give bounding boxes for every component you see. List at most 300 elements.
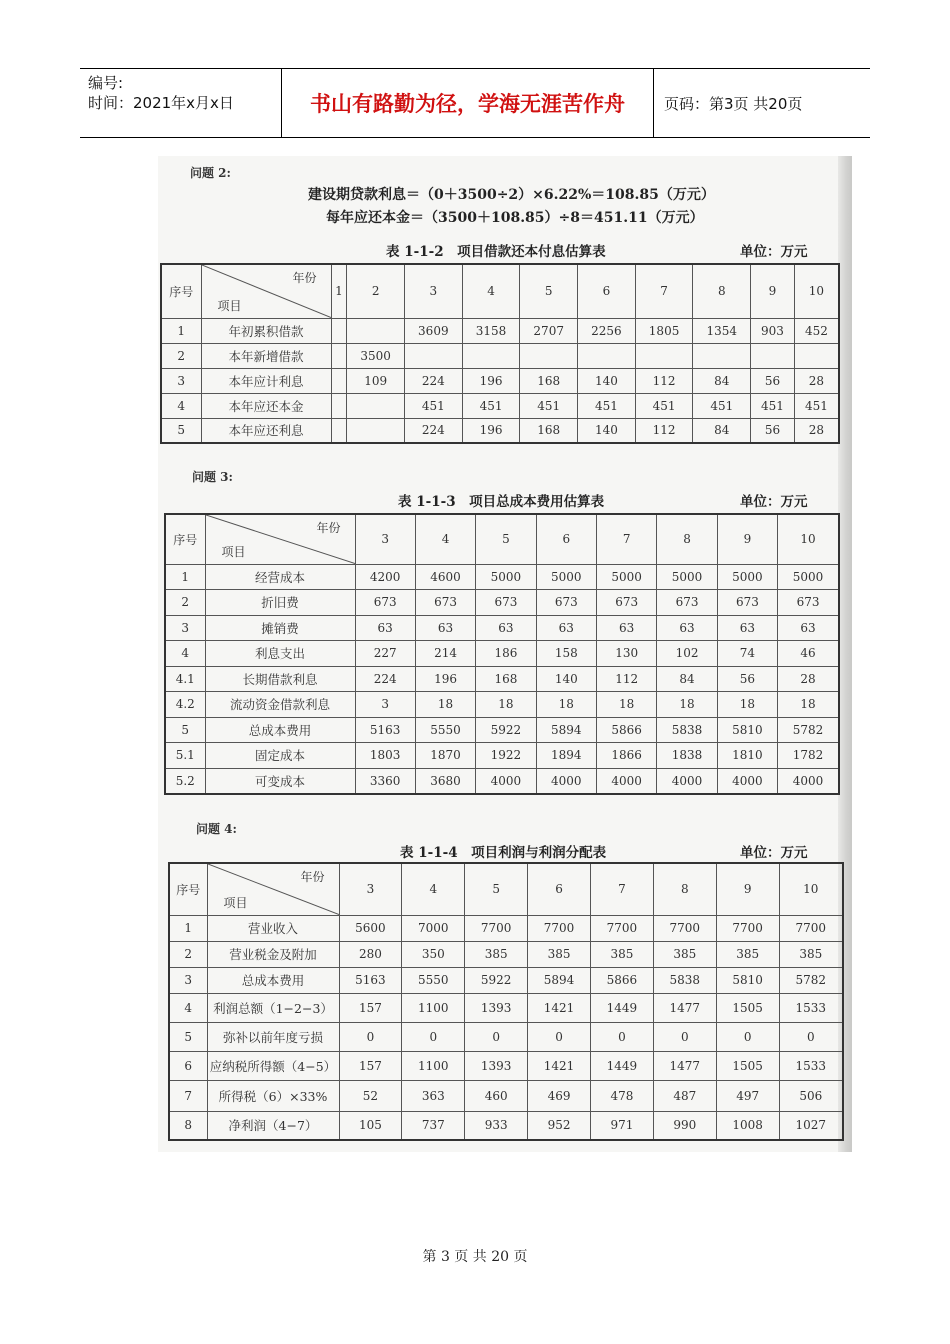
row-item: 营业税金及附加	[207, 941, 339, 967]
serial-label: 编号:	[88, 74, 124, 92]
table-cell: 1533	[779, 1051, 843, 1080]
table-cell	[794, 343, 839, 368]
table-cell: 168	[520, 418, 578, 443]
table-cell: 186	[476, 641, 536, 667]
table-cell: 3500	[347, 343, 405, 368]
formula-loan-interest: 建设期贷款利息＝（0＋3500÷2）×6.22%＝108.85（万元）	[308, 187, 715, 203]
table-cell	[331, 418, 347, 443]
table-cell: 3680	[415, 768, 475, 794]
table-cell: 63	[597, 615, 657, 641]
row-number: 4.1	[165, 666, 205, 692]
question-3-label: 问题 3:	[192, 470, 233, 484]
table-cell	[693, 343, 751, 368]
row-number: 2	[165, 590, 205, 616]
table-cell: 4200	[355, 564, 415, 590]
table-cell: 1922	[476, 743, 536, 769]
table-cell: 7700	[528, 915, 591, 941]
table-cell: 487	[653, 1080, 716, 1111]
row-item: 固定成本	[205, 743, 355, 769]
year-col-header: 5	[476, 514, 536, 564]
table-cell: 1008	[716, 1111, 779, 1140]
table-cell: 451	[751, 393, 795, 418]
table-cell: 350	[402, 941, 465, 967]
year-col-header: 4	[402, 863, 465, 915]
year-col-header: 7	[635, 264, 693, 318]
row-number: 5	[161, 418, 201, 443]
row-item: 折旧费	[205, 590, 355, 616]
year-col-header: 3	[339, 863, 402, 915]
year-header: 年份	[300, 870, 325, 884]
table-cell: 990	[653, 1111, 716, 1140]
table-cell	[635, 343, 693, 368]
table-cell: 52	[339, 1080, 402, 1111]
table-cell: 5838	[657, 717, 717, 743]
table-cell: 673	[476, 590, 536, 616]
table-cell: 224	[404, 418, 462, 443]
table-cell: 5000	[476, 564, 536, 590]
table-row	[165, 615, 839, 641]
table-cell: 385	[716, 941, 779, 967]
table-cell: 451	[578, 393, 636, 418]
year-col-header: 7	[597, 514, 657, 564]
table-cell: 2707	[520, 318, 578, 343]
table-cell: 1505	[716, 993, 779, 1022]
table-cell: 63	[657, 615, 717, 641]
table-cell: 112	[635, 368, 693, 393]
table-cell	[347, 418, 405, 443]
diagonal-header	[207, 863, 339, 915]
table-cell: 63	[778, 615, 839, 641]
row-number: 3	[161, 368, 201, 393]
year-col-header: 6	[578, 264, 636, 318]
table-cell: 903	[751, 318, 795, 343]
table-cell: 5782	[779, 967, 843, 993]
year-col-header: 6	[528, 863, 591, 915]
year-header: 年份	[292, 271, 317, 285]
row-item: 摊销费	[205, 615, 355, 641]
table-cell: 0	[465, 1022, 528, 1051]
table-cell: 1100	[402, 993, 465, 1022]
table-cell	[331, 318, 347, 343]
table-cell: 469	[528, 1080, 591, 1111]
table-cell: 224	[355, 666, 415, 692]
year-col-header: 3	[355, 514, 415, 564]
table-cell: 5000	[597, 564, 657, 590]
table-cell: 5550	[415, 717, 475, 743]
table-cell: 112	[635, 418, 693, 443]
table-row	[165, 590, 839, 616]
table-cell: 84	[693, 418, 751, 443]
year-col-header: 7	[591, 863, 654, 915]
table-cell: 5163	[339, 967, 402, 993]
year-col-header: 6	[536, 514, 596, 564]
table-cell: 112	[597, 666, 657, 692]
table-cell: 1866	[597, 743, 657, 769]
table-cell: 4000	[778, 768, 839, 794]
table-row	[165, 641, 839, 667]
table-cell: 1421	[528, 1051, 591, 1080]
table-cell: 5550	[402, 967, 465, 993]
table-cell: 673	[657, 590, 717, 616]
table-cell: 4000	[657, 768, 717, 794]
table-row	[165, 692, 839, 718]
table-cell: 1354	[693, 318, 751, 343]
row-number: 5.1	[165, 743, 205, 769]
year-col-header: 9	[717, 514, 777, 564]
year-col-header: 8	[653, 863, 716, 915]
row-number: 2	[161, 343, 201, 368]
table-cell: 7000	[402, 915, 465, 941]
year-col-header: 10	[778, 514, 839, 564]
table-row	[165, 743, 839, 769]
row-item: 净利润（4−7）	[207, 1111, 339, 1140]
row-item: 本年应还利息	[201, 418, 331, 443]
formula-annual-principal: 每年应还本金＝（3500＋108.85）÷8＝451.11（万元）	[326, 210, 704, 226]
table-cell: 224	[404, 368, 462, 393]
table-cell: 109	[347, 368, 405, 393]
table-row	[161, 318, 839, 343]
table-cell: 5000	[536, 564, 596, 590]
row-item: 营业收入	[207, 915, 339, 941]
header-meta	[80, 69, 282, 137]
year-col-header: 2	[347, 264, 405, 318]
table-cell: 5810	[717, 717, 777, 743]
table-cell	[462, 343, 520, 368]
table-cell: 506	[779, 1080, 843, 1111]
table-cell: 56	[751, 368, 795, 393]
question-4-label: 问题 4:	[196, 822, 237, 836]
table-cell: 1449	[591, 993, 654, 1022]
diagonal-header	[205, 514, 355, 564]
table-cell: 1533	[779, 993, 843, 1022]
year-col-header: 4	[415, 514, 475, 564]
item-header: 项目	[223, 895, 248, 910]
table-cell: 451	[635, 393, 693, 418]
header-motto: 书山有路勤为径，学海无涯苦作舟	[282, 69, 654, 137]
table-cell: 1449	[591, 1051, 654, 1080]
table-cell: 56	[717, 666, 777, 692]
table-row	[169, 941, 843, 967]
row-number: 6	[169, 1051, 207, 1080]
row-number: 4	[165, 641, 205, 667]
profit-distribution-table	[168, 862, 844, 1141]
table-cell: 673	[778, 590, 839, 616]
row-item: 本年应还本金	[201, 393, 331, 418]
table-cell: 451	[462, 393, 520, 418]
table-1-1-2-unit: 单位：万元	[740, 244, 808, 260]
table-1-1-4-unit: 单位：万元	[740, 845, 808, 861]
row-item: 应纳税所得额（4−5）	[207, 1051, 339, 1080]
row-item: 年初累积借款	[201, 318, 331, 343]
table-cell: 1894	[536, 743, 596, 769]
table-cell: 5000	[657, 564, 717, 590]
table-cell: 5866	[591, 967, 654, 993]
table-cell: 737	[402, 1111, 465, 1140]
table-cell: 18	[476, 692, 536, 718]
row-item: 总成本费用	[207, 967, 339, 993]
table-cell	[404, 343, 462, 368]
year-col-header: 3	[404, 264, 462, 318]
row-number: 3	[165, 615, 205, 641]
table-row	[169, 993, 843, 1022]
table-cell: 1477	[653, 1051, 716, 1080]
table-row	[165, 768, 839, 794]
table-1-1-4-caption: 表 1-1-4 项目利润与利润分配表	[400, 845, 607, 861]
table-cell: 28	[794, 368, 839, 393]
table-cell: 157	[339, 1051, 402, 1080]
row-number: 1	[169, 915, 207, 941]
table-cell: 140	[536, 666, 596, 692]
no-header: 序号	[165, 514, 205, 564]
loan-repayment-table	[160, 263, 840, 444]
table-cell: 280	[339, 941, 402, 967]
table-cell: 385	[465, 941, 528, 967]
table-cell: 0	[402, 1022, 465, 1051]
row-item: 流动资金借款利息	[205, 692, 355, 718]
table-cell: 4000	[536, 768, 596, 794]
table-row	[161, 418, 839, 443]
row-number: 4	[169, 993, 207, 1022]
table-cell: 1870	[415, 743, 475, 769]
table-cell: 18	[415, 692, 475, 718]
table-cell: 1805	[635, 318, 693, 343]
table-cell: 63	[355, 615, 415, 641]
table-row	[169, 1051, 843, 1080]
table-cell: 1782	[778, 743, 839, 769]
row-number: 4	[161, 393, 201, 418]
table-cell: 105	[339, 1111, 402, 1140]
year-header: 年份	[316, 521, 341, 535]
table-cell: 385	[653, 941, 716, 967]
table-cell: 497	[716, 1080, 779, 1111]
table-cell: 673	[355, 590, 415, 616]
table-cell: 1838	[657, 743, 717, 769]
table-cell: 227	[355, 641, 415, 667]
table-row	[165, 564, 839, 590]
year-col-header: 9	[716, 863, 779, 915]
row-item: 长期借款利息	[205, 666, 355, 692]
table-cell: 3609	[404, 318, 462, 343]
total-cost-table	[164, 513, 840, 795]
table-cell: 1505	[716, 1051, 779, 1080]
table-cell: 130	[597, 641, 657, 667]
table-cell: 168	[520, 368, 578, 393]
row-number: 1	[165, 564, 205, 590]
table-cell: 1803	[355, 743, 415, 769]
table-cell: 168	[476, 666, 536, 692]
table-cell: 63	[415, 615, 475, 641]
table-cell: 7700	[716, 915, 779, 941]
table-cell: 1393	[465, 1051, 528, 1080]
table-cell: 5922	[465, 967, 528, 993]
table-cell: 157	[339, 993, 402, 1022]
table-cell: 1477	[653, 993, 716, 1022]
table-cell: 460	[465, 1080, 528, 1111]
row-number: 4.2	[165, 692, 205, 718]
table-cell: 18	[536, 692, 596, 718]
table-cell	[578, 343, 636, 368]
table-cell: 0	[653, 1022, 716, 1051]
table-cell: 56	[751, 418, 795, 443]
table-cell: 5866	[597, 717, 657, 743]
row-number: 5.2	[165, 768, 205, 794]
table-cell: 673	[415, 590, 475, 616]
year-col-header: 10	[779, 863, 843, 915]
table-cell: 5894	[528, 967, 591, 993]
table-cell: 5000	[717, 564, 777, 590]
table-row	[169, 1022, 843, 1051]
table-cell: 5782	[778, 717, 839, 743]
year-col-header: 1	[331, 264, 347, 318]
table-cell	[520, 343, 578, 368]
table-cell: 952	[528, 1111, 591, 1140]
table-cell: 4000	[597, 768, 657, 794]
table-cell	[347, 393, 405, 418]
table-cell: 102	[657, 641, 717, 667]
table-cell: 18	[657, 692, 717, 718]
table-row	[169, 1111, 843, 1140]
table-cell: 4000	[476, 768, 536, 794]
table-cell: 0	[716, 1022, 779, 1051]
row-number: 5	[165, 717, 205, 743]
table-cell: 196	[462, 368, 520, 393]
year-col-header: 10	[794, 264, 839, 318]
table-cell: 140	[578, 368, 636, 393]
table-cell: 385	[528, 941, 591, 967]
table-cell: 1027	[779, 1111, 843, 1140]
table-row	[169, 1080, 843, 1111]
table-cell: 28	[778, 666, 839, 692]
table-row	[169, 967, 843, 993]
table-cell: 214	[415, 641, 475, 667]
table-cell: 63	[536, 615, 596, 641]
table-cell: 1393	[465, 993, 528, 1022]
table-cell: 18	[597, 692, 657, 718]
table-cell: 5600	[339, 915, 402, 941]
table-cell: 63	[476, 615, 536, 641]
table-cell: 3360	[355, 768, 415, 794]
table-cell: 5000	[778, 564, 839, 590]
table-cell: 451	[404, 393, 462, 418]
table-cell: 0	[779, 1022, 843, 1051]
table-row	[165, 666, 839, 692]
row-item: 利润总额（1−2−3）	[207, 993, 339, 1022]
table-cell: 84	[657, 666, 717, 692]
table-cell: 673	[536, 590, 596, 616]
table-1-1-2-caption: 表 1-1-2 项目借款还本付息估算表	[386, 244, 606, 260]
table-cell: 84	[693, 368, 751, 393]
year-col-header: 4	[462, 264, 520, 318]
table-cell	[331, 368, 347, 393]
table-row	[161, 393, 839, 418]
table-cell: 1100	[402, 1051, 465, 1080]
table-cell: 933	[465, 1111, 528, 1140]
table-cell: 7700	[779, 915, 843, 941]
table-cell	[347, 318, 405, 343]
row-number: 3	[169, 967, 207, 993]
table-cell	[331, 393, 347, 418]
row-item: 本年新增借款	[201, 343, 331, 368]
table-cell: 452	[794, 318, 839, 343]
row-item: 总成本费用	[205, 717, 355, 743]
table-cell: 1421	[528, 993, 591, 1022]
row-item: 可变成本	[205, 768, 355, 794]
question-2-label: 问题 2:	[190, 166, 231, 180]
table-cell	[331, 343, 347, 368]
year-col-header: 8	[657, 514, 717, 564]
table-cell: 385	[779, 941, 843, 967]
table-cell: 5810	[716, 967, 779, 993]
table-cell: 3	[355, 692, 415, 718]
row-item: 本年应计利息	[201, 368, 331, 393]
no-header: 序号	[161, 264, 201, 318]
year-col-header: 5	[465, 863, 528, 915]
table-cell: 3158	[462, 318, 520, 343]
table-cell: 5894	[536, 717, 596, 743]
header-page-info: 页码：第3页 共20页	[664, 94, 803, 113]
table-cell: 0	[339, 1022, 402, 1051]
table-cell: 4000	[717, 768, 777, 794]
item-header: 项目	[217, 298, 242, 313]
year-col-header: 8	[693, 264, 751, 318]
table-cell: 196	[415, 666, 475, 692]
table-cell: 385	[591, 941, 654, 967]
table-cell: 451	[693, 393, 751, 418]
table-cell: 673	[597, 590, 657, 616]
row-item: 弥补以前年度亏损	[207, 1022, 339, 1051]
table-1-1-3-caption: 表 1-1-3 项目总成本费用估算表	[398, 494, 605, 510]
row-number: 7	[169, 1080, 207, 1111]
row-number: 1	[161, 318, 201, 343]
table-cell: 74	[717, 641, 777, 667]
table-cell: 18	[778, 692, 839, 718]
table-cell: 0	[591, 1022, 654, 1051]
row-number: 5	[169, 1022, 207, 1051]
table-cell: 451	[520, 393, 578, 418]
table-cell: 5163	[355, 717, 415, 743]
table-row	[165, 717, 839, 743]
table-cell: 7700	[653, 915, 716, 941]
page-header	[80, 68, 870, 138]
table-cell: 5838	[653, 967, 716, 993]
item-header: 项目	[221, 544, 246, 559]
table-cell	[751, 343, 795, 368]
table-cell: 196	[462, 418, 520, 443]
table-row	[161, 343, 839, 368]
table-row	[169, 915, 843, 941]
table-cell: 673	[717, 590, 777, 616]
table-row	[161, 368, 839, 393]
table-cell: 451	[794, 393, 839, 418]
row-item: 利息支出	[205, 641, 355, 667]
row-number: 8	[169, 1111, 207, 1140]
table-cell: 1810	[717, 743, 777, 769]
year-col-header: 9	[751, 264, 795, 318]
year-col-header: 5	[520, 264, 578, 318]
row-item: 经营成本	[205, 564, 355, 590]
diagonal-header	[201, 264, 331, 318]
table-cell: 7700	[591, 915, 654, 941]
row-item: 所得税（6）×33%	[207, 1080, 339, 1111]
table-cell: 158	[536, 641, 596, 667]
table-cell: 4600	[415, 564, 475, 590]
table-cell: 28	[794, 418, 839, 443]
table-cell: 63	[717, 615, 777, 641]
table-1-1-3-unit: 单位：万元	[740, 494, 808, 510]
table-cell: 363	[402, 1080, 465, 1111]
table-cell: 140	[578, 418, 636, 443]
table-cell: 971	[591, 1111, 654, 1140]
